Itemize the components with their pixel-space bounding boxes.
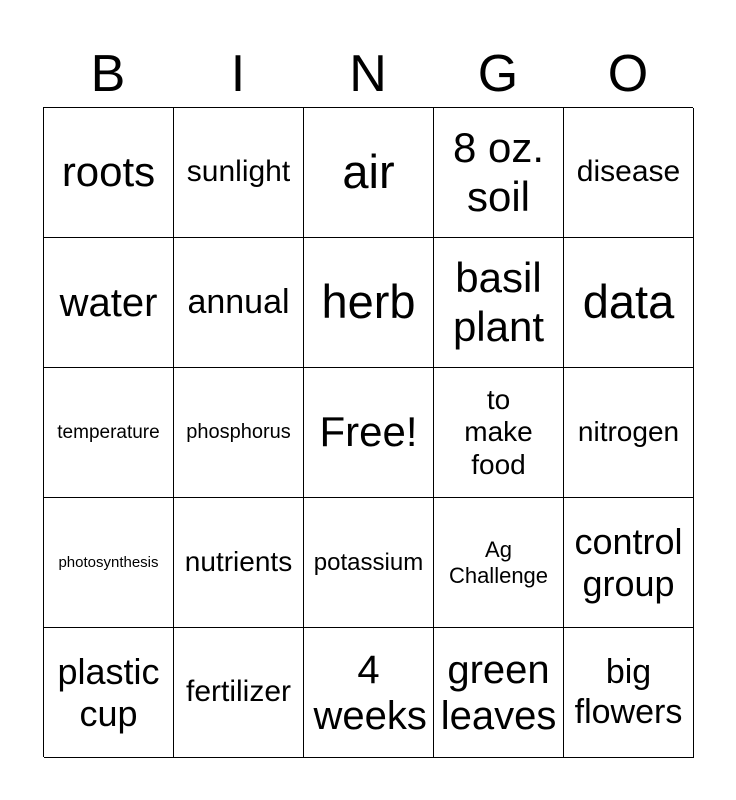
cell-text: roots (61, 148, 156, 196)
cell-text: nutrients (184, 546, 293, 578)
bingo-cell (174, 498, 304, 628)
header-letter-i: I (230, 45, 246, 103)
header-letter-o: O (607, 45, 649, 103)
bingo-cell (434, 108, 564, 238)
cell-text: herb (321, 275, 416, 329)
bingo-cell (304, 498, 434, 628)
cell-text: phosphorus (186, 421, 291, 443)
cell-text: air (342, 145, 395, 199)
bingo-cell (304, 628, 434, 758)
header-letter-n: N (349, 45, 387, 103)
bingo-cell (564, 108, 694, 238)
cell-text: disease (576, 155, 681, 189)
cell-text: 8 oz. soil (452, 124, 545, 220)
cell-text: plastic cup (57, 651, 160, 734)
cell-text: photosynthesis (58, 553, 159, 571)
bingo-cell (44, 108, 174, 238)
cell-text: water (59, 280, 158, 325)
bingo-cell (434, 368, 564, 498)
cell-text: control group (574, 521, 683, 604)
cell-text: fertilizer (185, 675, 291, 709)
bingo-header (43, 40, 693, 108)
bingo-cell (564, 238, 694, 368)
cell-text: nitrogen (577, 416, 680, 448)
bingo-cell (174, 238, 304, 368)
bingo-cell (44, 368, 174, 498)
bingo-cell (304, 368, 434, 498)
bingo-cell (44, 238, 174, 368)
header-letter-b: B (90, 45, 126, 103)
bingo-cell (564, 628, 694, 758)
bingo-cell (434, 238, 564, 368)
cell-text: 4 weeks (313, 647, 427, 738)
cell-text: basil plant (452, 254, 545, 350)
cell-text: to make food (464, 384, 533, 480)
bingo-cell (174, 628, 304, 758)
bingo-cell (564, 498, 694, 628)
bingo-cell (304, 108, 434, 238)
bingo-cell (304, 238, 434, 368)
bingo-cell (174, 368, 304, 498)
cell-text: data (582, 275, 675, 329)
bingo-cell (44, 498, 174, 628)
cell-text: green leaves (440, 647, 557, 738)
free-space: Free! (319, 408, 418, 456)
cell-text: big flowers (574, 653, 683, 731)
cell-text: potassium (313, 548, 424, 576)
bingo-cell (174, 108, 304, 238)
bingo-grid (43, 107, 693, 757)
bingo-cell (434, 498, 564, 628)
header-letter-g: G (477, 45, 519, 103)
cell-text: annual (187, 282, 290, 321)
cell-text: temperature (57, 421, 160, 443)
bingo-cell (434, 628, 564, 758)
bingo-cell (44, 628, 174, 758)
cell-text: sunlight (186, 155, 291, 189)
cell-text: Ag Challenge (448, 537, 549, 588)
bingo-cell (564, 368, 694, 498)
